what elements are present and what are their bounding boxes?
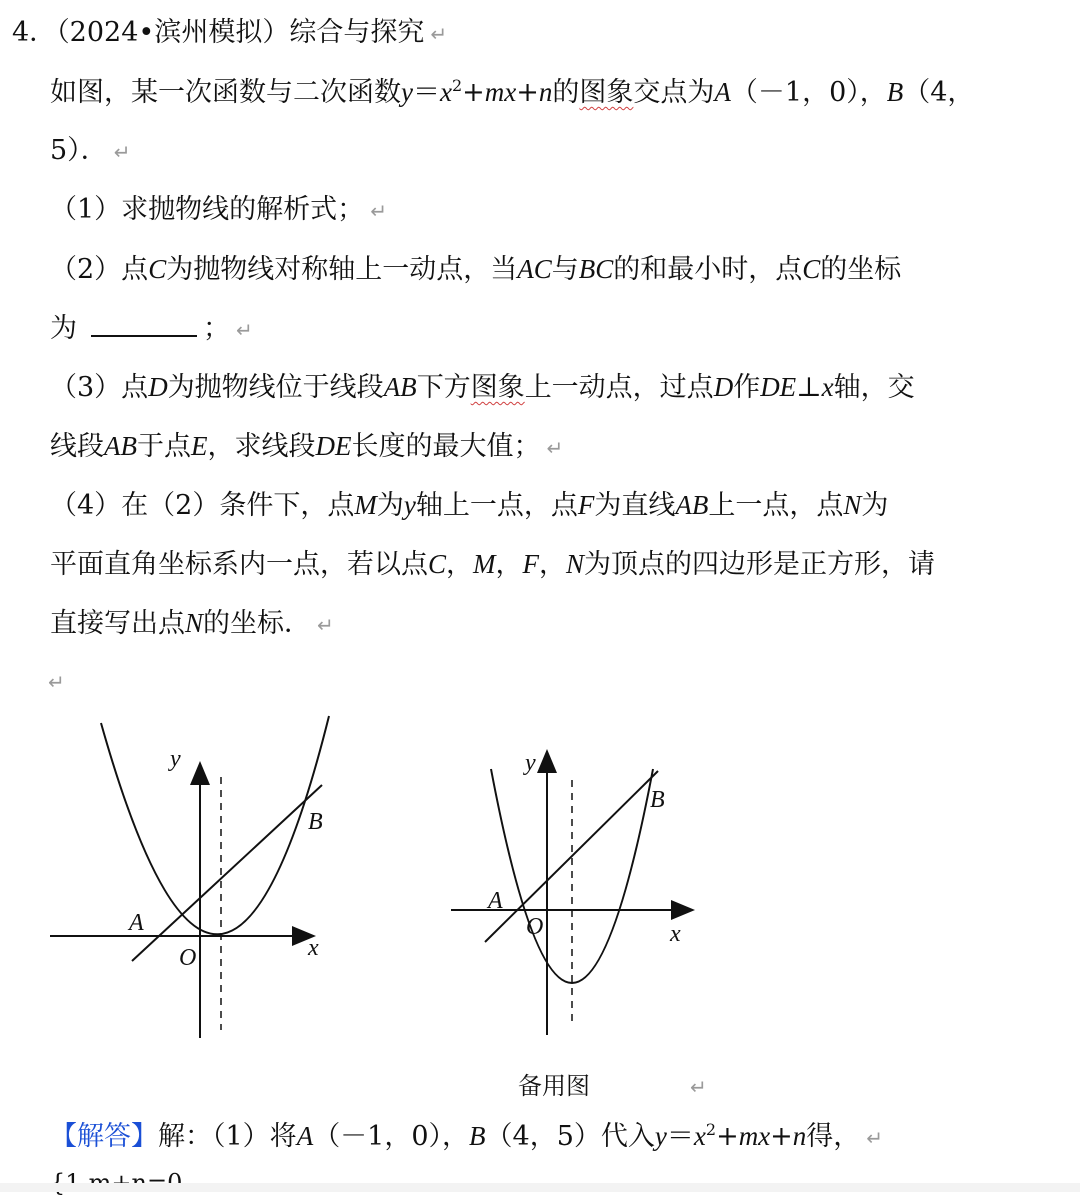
question-3-cont (50, 429, 563, 465)
eq-mx: mx (484, 77, 517, 107)
q2-text: ； (203, 313, 230, 344)
point-f-label: F (577, 490, 595, 520)
segment-de-label: DE (315, 431, 352, 461)
spellcheck-word: 图象 (579, 77, 634, 108)
problem-intro (50, 75, 974, 110)
eq-plus: + (716, 1121, 739, 1152)
q3-text: 轴，交 (833, 372, 915, 403)
x-var: x (821, 372, 834, 402)
eq-mx: mx (738, 1121, 771, 1151)
point-d-label: D (148, 372, 168, 402)
point-a-label: A (296, 1121, 314, 1151)
eq-n: n (538, 77, 553, 107)
eq-y: y (654, 1121, 667, 1151)
segment-de-label: DE (760, 372, 797, 402)
eq-equals: ＝ (666, 1121, 694, 1152)
problem-source: （2024•滨州模拟）综合与探究 (56, 17, 425, 48)
question-4-cont (50, 547, 935, 582)
question-1 (50, 193, 387, 228)
q3-text: 线段 (50, 431, 104, 462)
point-a-label: A (714, 77, 731, 107)
point-n-label: N (185, 608, 204, 638)
eq-x: x (693, 1121, 706, 1151)
caption-text: 备用图 (518, 1072, 590, 1100)
point-b-label: B (308, 809, 323, 835)
point-a-label: A (129, 910, 144, 936)
point-b-coord: （4， (903, 77, 975, 108)
point-c-label: C (802, 254, 821, 284)
spellcheck-word: 图象 (470, 372, 525, 403)
backup-figure (445, 745, 705, 1045)
eq-plus: + (462, 77, 485, 108)
eq-sup: 2 (705, 1120, 717, 1139)
return-mark-icon: ↵ (317, 613, 334, 637)
point-m-label: M (354, 490, 377, 520)
x-axis-label: x (308, 935, 319, 961)
point-e-label: E (191, 431, 208, 461)
q4-text: ， (539, 549, 567, 580)
y-axis-label: y (170, 746, 181, 772)
problem-number: 4． (12, 17, 57, 48)
x-axis-label: x (670, 921, 681, 947)
answer-text: （－1，0）， (313, 1121, 470, 1152)
segment-bc-label: BC (578, 254, 614, 284)
question-4-cont2 (50, 606, 334, 642)
backup-figure-caption (518, 1072, 707, 1101)
return-mark-icon: ↵ (430, 22, 448, 46)
return-mark-icon: ↵ (48, 670, 65, 694)
q4-text: 为 (861, 490, 889, 521)
return-mark-icon: ↵ (236, 318, 253, 342)
point-a-label: A (488, 888, 503, 914)
point-n-label: N (843, 490, 862, 520)
q2-text: 与 (551, 254, 579, 285)
eq-equals: ＝ (412, 77, 440, 108)
q3-text: （3）点 (50, 372, 149, 403)
eq-y: y (401, 77, 413, 107)
point-n-label: N (566, 549, 585, 579)
point-b-coord: 5）． (50, 135, 108, 166)
q4-text: 的坐标． (203, 608, 312, 639)
point-a-coord: （－1，0）， (730, 77, 887, 108)
segment-ab-label: AB (383, 372, 417, 402)
q2-text: （2）点 (50, 254, 149, 285)
q2-text: 为 (50, 313, 77, 344)
answer-blank (91, 311, 197, 337)
intro-text: 交点为 (633, 77, 715, 108)
perp-symbol: ⊥ (796, 372, 822, 403)
return-mark-icon: ↵ (866, 1126, 884, 1150)
question-3 (50, 370, 915, 405)
answer-line (50, 1119, 883, 1155)
q3-text: 上一动点，过点 (524, 372, 714, 403)
q4-text: 为 (376, 490, 404, 521)
question-4 (50, 488, 888, 523)
point-b-label: B (650, 787, 665, 813)
segment-ab-label: AB (675, 490, 709, 520)
main-figure (40, 705, 340, 1045)
answer-text: 解：（1）将 (158, 1121, 297, 1152)
q2-text: 的坐标 (820, 254, 902, 285)
q2-text: 为抛物线对称轴上一动点，当 (166, 254, 518, 285)
eq-plus: + (516, 77, 539, 108)
q3-text: 长度的最大值； (351, 431, 541, 462)
q4-text: 为直线 (594, 490, 676, 521)
question-1-text: （1）求抛物线的解析式； (50, 194, 365, 225)
q4-text: （4）在（2）条件下，点 (50, 490, 355, 521)
origin-label: O (526, 914, 544, 940)
eq-n: n (792, 1121, 807, 1151)
q4-text: 为顶点的四边形是正方形，请 (584, 549, 936, 580)
q3-text: ，求线段 (207, 431, 316, 462)
answer-text: （4，5）代入 (485, 1121, 655, 1152)
point-m-label: M (473, 549, 496, 579)
point-c-label: C (428, 549, 447, 579)
q4-text: ， (446, 549, 474, 580)
y-axis-label: y (525, 750, 536, 776)
point-d-label: D (713, 372, 734, 402)
q4-text: 上一点，点 (708, 490, 844, 521)
q3-text: 作 (733, 372, 761, 403)
return-mark-icon: ↵ (370, 199, 387, 223)
parabola (101, 716, 329, 934)
q4-text: 平面直角坐标系内一点，若以点 (50, 549, 428, 580)
problem-intro-cont (50, 134, 130, 169)
question-2 (50, 252, 901, 287)
eq-plus: + (770, 1121, 793, 1152)
q4-text: 轴上一点，点 (415, 490, 578, 521)
return-mark-icon: ↵ (113, 140, 131, 164)
point-b-label: B (469, 1121, 486, 1151)
y-var: y (403, 490, 416, 520)
q4-text: 直接写出点 (50, 608, 185, 639)
point-f-label: F (522, 549, 540, 579)
question-2-cont (50, 311, 253, 347)
empty-paragraph (42, 664, 65, 699)
return-mark-icon: ↵ (546, 436, 564, 460)
answer-tag: 【解答】 (50, 1121, 158, 1152)
intro-text: 的 (552, 77, 580, 108)
origin-label: O (179, 945, 197, 971)
q3-text: 为抛物线位于线段 (167, 372, 384, 403)
answer-text: 得， (806, 1121, 861, 1152)
segment-ab-label: AB (104, 431, 137, 461)
q3-text: 于点 (137, 431, 191, 462)
eq-x: x (439, 77, 452, 107)
line-ab (132, 785, 322, 961)
problem-header (12, 16, 447, 51)
q3-text: 下方 (416, 372, 471, 403)
segment-ac-label: AC (517, 254, 552, 284)
q4-text: ， (495, 549, 523, 580)
page-bottom-edge (0, 1183, 1080, 1192)
q2-text: 的和最小时，点 (613, 254, 803, 285)
return-mark-icon: ↵ (690, 1075, 707, 1099)
point-c-label: C (148, 254, 167, 284)
intro-text: 如图，某一次函数与二次函数 (50, 77, 401, 108)
eq-sup: 2 (451, 76, 463, 95)
point-b-label: B (886, 77, 904, 107)
